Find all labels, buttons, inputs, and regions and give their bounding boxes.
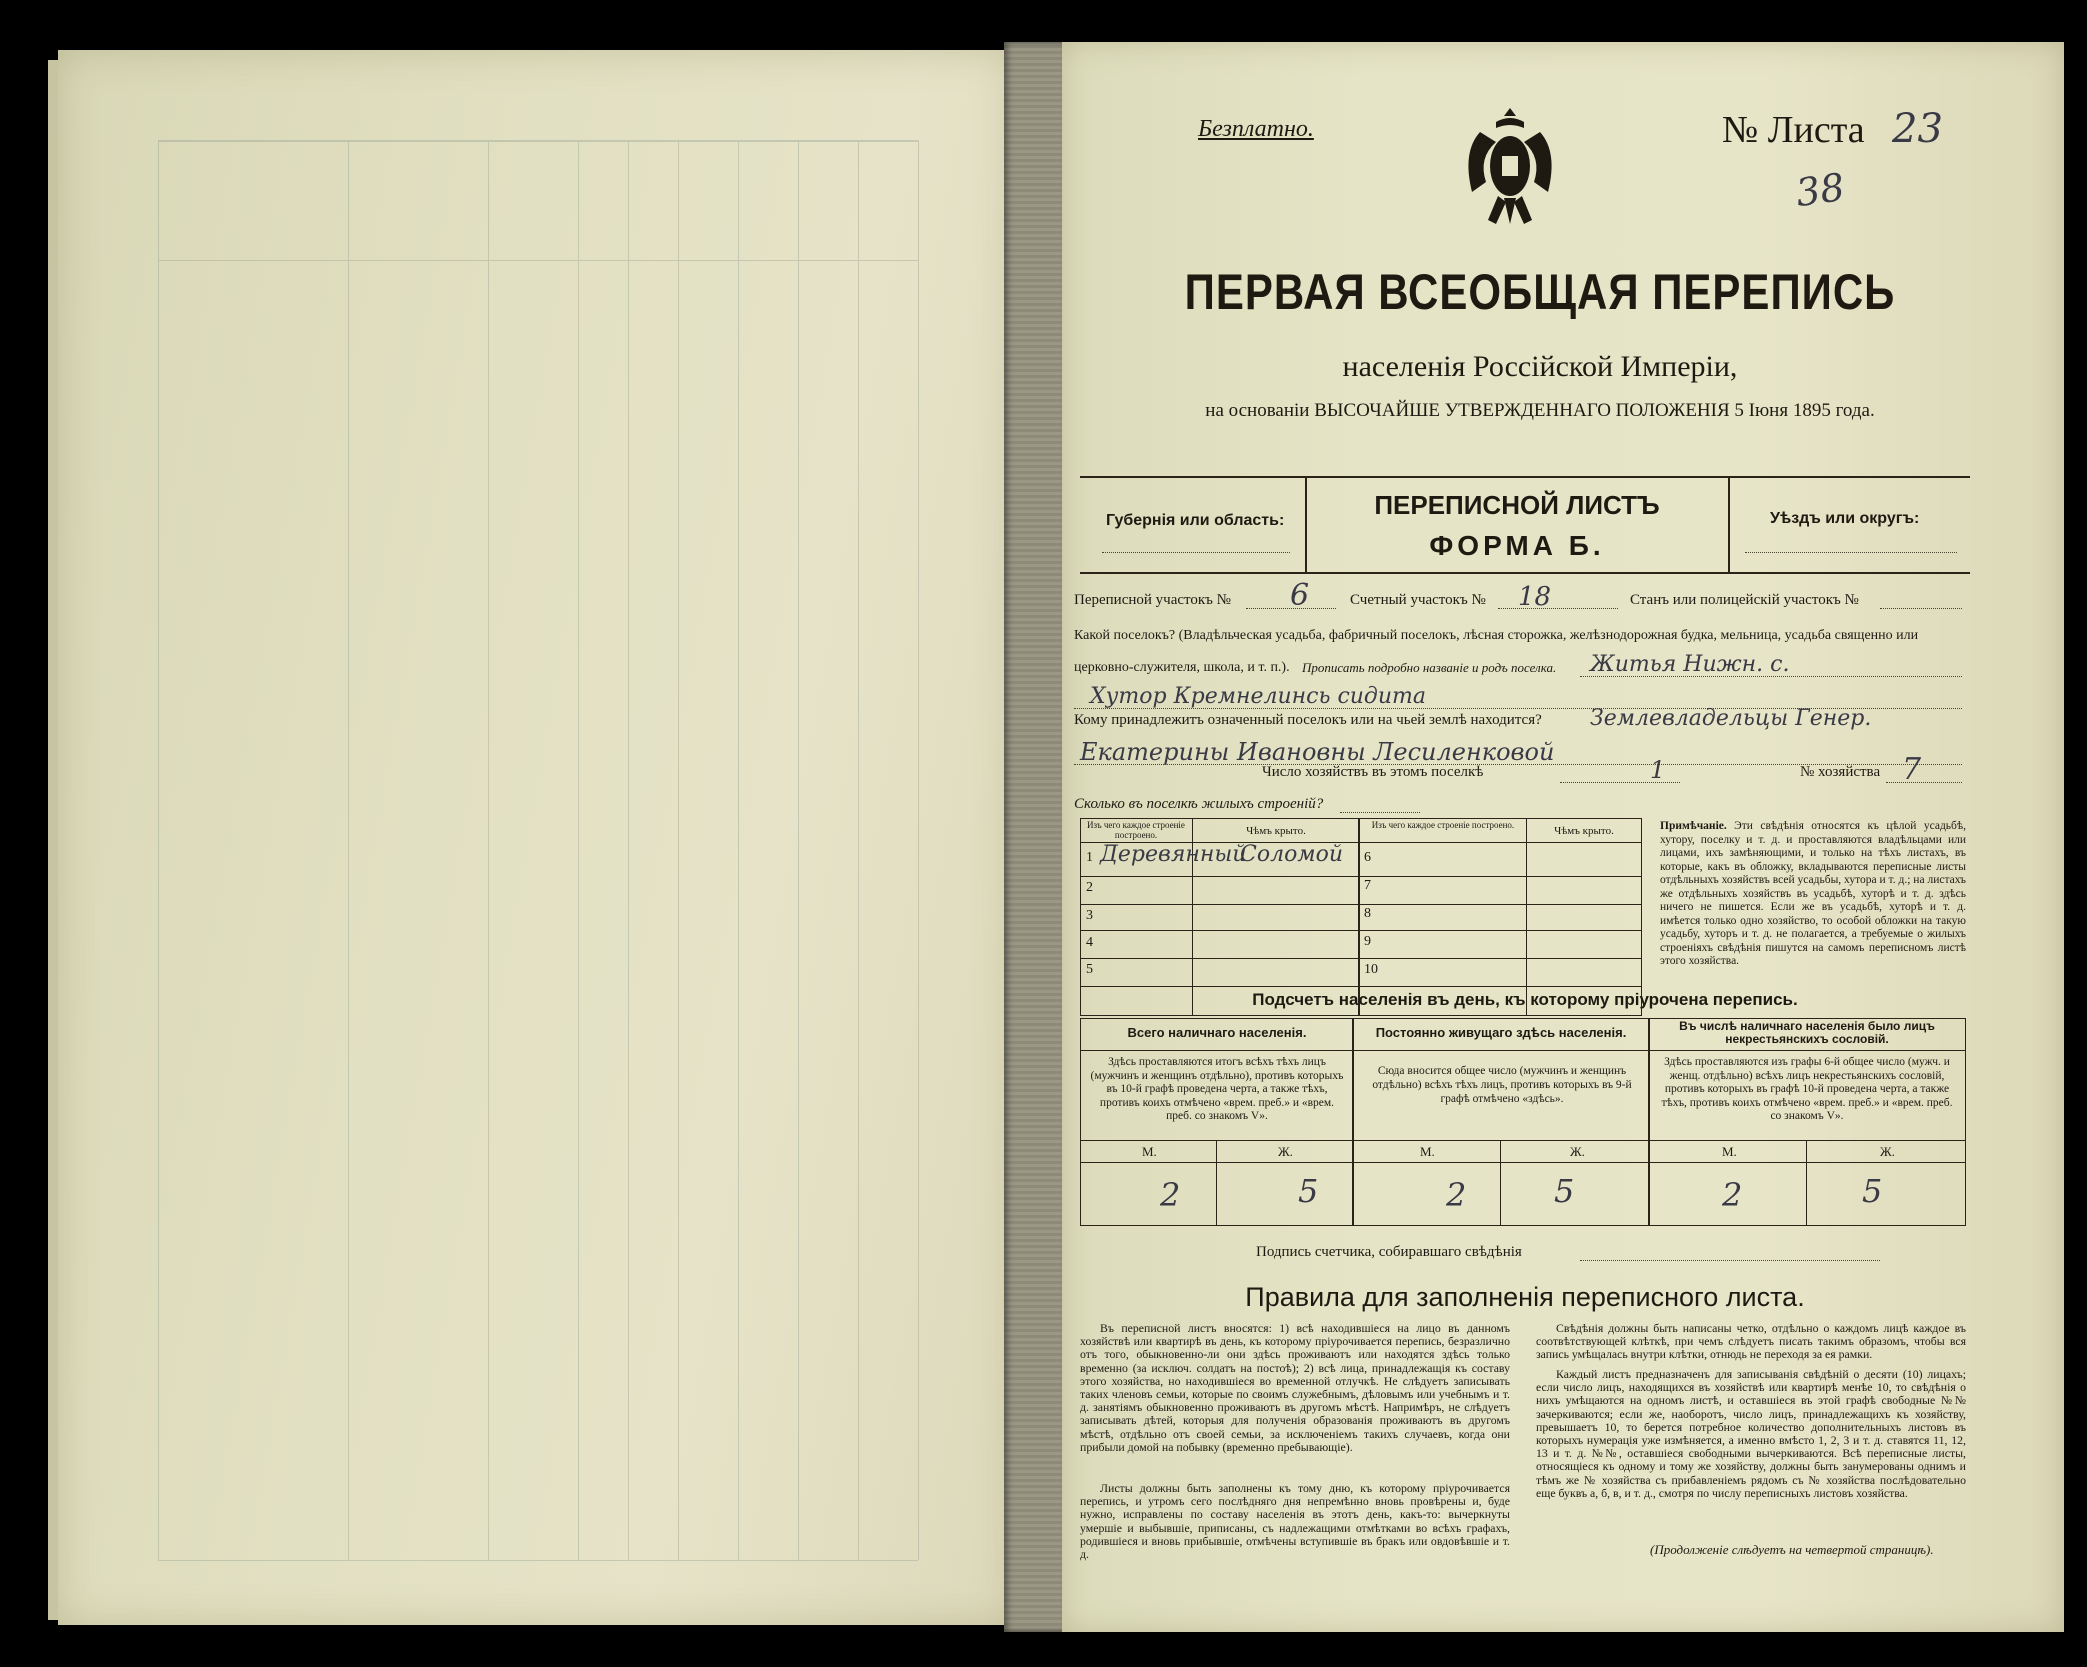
household-number-field[interactable] [1886,782,1962,783]
nonpeasant-female-value: 5 [1862,1172,1883,1210]
buildings-col-material: Изъ чего каждое строеніе построено. [1087,820,1185,840]
district-label: Уѣздъ или округъ: [1770,510,1920,527]
buildings-col-roof-2: Чѣмъ крыто. [1554,825,1614,837]
male-label: М. [1142,1144,1157,1159]
buildings-row-rule [1080,958,1642,959]
population-desc-rule [1080,1140,1966,1141]
settlement-value: Житья Нижн. с. [1590,652,1790,677]
permanent-female-value: 5 [1554,1172,1575,1210]
population-col-nonpeasant: Въ числѣ наличнаго населенія было лицъ некрестьянскихъ сословій. [1679,1019,1935,1046]
province-field[interactable] [1102,552,1290,553]
population-sex-divider [1500,1140,1501,1226]
province-label: Губернія или область: [1106,512,1285,529]
form-box-top [1080,476,1970,478]
settlement-value-2: Хутор Кремнелинсь сидита [1090,684,1427,709]
counting-section-value: 18 [1518,582,1552,612]
owner-value-2: Екатерины Ивановны Лесиленковой [1080,738,1555,766]
binding-strip [1004,42,1070,1632]
permanent-male-value: 2 [1446,1176,1467,1214]
rules-col2-paragraph-2: Каждый листъ предназначенъ для записыванія свѣдѣній о десяти (10) лицахъ; если число лицъ, находящихся въ хозяйствѣ или квартирѣ менѣе 10, то свѣдѣнія о нихъ умѣщаются на одномъ листѣ, и оставшіеся въ этой графѣ свободные №№ зачеркиваются; если же, наоборотъ, число лицъ, принадлежащихъ къ хозяйству, превышаетъ 10, то берется потребное количество дополнительныхъ листовъ въ которыхъ нумерація уже измѣняется, а именно вмѣсто 1, 2, 3 и т. д. ставятся 11, 12, 13 и т. д. №№, оставшіеся свободными вычеркиваются. Всѣ переписные листы, относящіеся къ одному и тому же хозяйству, должны быть занумерованы однимъ и тѣмъ же № хозяйства съ прибавленіемъ рядомъ съ № хозяйства послѣдовательно еще буквъ а, б, в, и т. д., смотря по числу переписныхъ листовъ хозяйства. [1536,1367,1966,1500]
population-sex-divider [1806,1140,1807,1226]
note-title: Примѣчаніе. [1660,820,1727,832]
buildings-row-number: 3 [1086,908,1093,923]
free-label: Безплатно. [1198,116,1314,142]
female-label: Ж. [1570,1144,1585,1159]
households-label: Число хозяйствъ въ этомъ поселкѣ [1262,764,1484,780]
population-desc-permanent: Сюда вносится общее число (мужчинъ и женщинъ отдѣльно) всѣхъ тѣхъ лицъ, противъ которыхъ въ 9-й графѣ отмѣчено «здѣсь». [1372,1065,1632,1105]
buildings-row-rule [1080,986,1642,987]
buildings-row-rule [1080,930,1642,931]
buildings-row-number: 5 [1086,962,1093,977]
male-label: М. [1722,1144,1737,1159]
signature-label: Подпись счетчика, собиравшаго свѣдѣнія [1256,1244,1522,1260]
population-sex-rule [1080,1162,1966,1163]
settlement-hint: Прописать подробно названіе и родъ поселка. [1302,660,1557,675]
rules-col1-paragraph-1: Въ переписной листъ вносятся: 1) всѣ находившіеся на лицо въ данномъ хозяйствѣ или квартирѣ въ день, къ которому пріурочивается перепись, безразлично отъ того, обыкновенно-ли они здѣсь проживаютъ или находятся здѣсь только временно (за исключ. солдатъ на постоѣ); 2) всѣ лица, принадлежащія къ составу этого хозяйства, но находившіеся во временной отлучкѣ. Не слѣдуетъ записывать таких членовъ семьи, которые по своимъ служебнымъ, дѣловымъ или учебнымъ и т. д. занятіямъ обыкновенно проживаютъ въ другомъ мѣстѣ. Напримѣръ, не слѣдуетъ записывать дѣтей, которыя для полученія образованія проживаютъ въ другомъ мѣстѣ, отдѣльно отъ своей семьи, за исключеніемъ такихъ случаевъ, когда они прибыли домой на побывку (временно пребывающіе). [1080,1321,1510,1454]
buildings-row-number: 1 [1086,850,1093,865]
households-value: 1 [1650,756,1666,784]
rules-continuation: (Продолженіе слѣдуетъ на четвертой страницѣ). [1650,1542,1934,1557]
buildings-label: Сколько въ поселкѣ жилыхъ строеній? [1074,796,1324,812]
census-basis: на основаніи ВЫСОЧАЙШЕ УТВЕРЖДЕННАГО ПОЛОЖЕНІЯ 5 Іюня 1895 года. [1205,400,1875,421]
form-title: ПЕРЕПИСНОЙ ЛИСТЪ [1374,490,1660,520]
stan-field[interactable] [1880,608,1962,609]
population-heading: Подсчетъ населенія въ день, къ которому пріурочена перепись. [1252,990,1798,1009]
note-text: Эти свѣдѣнія относятся къ цѣлой усадьбѣ, хутору, поселку и т. д. и проставляются владѣльцами или лицами, ихъ замѣняющими, и только на тѣхъ листахъ, въ которые, какъ въ обложку, вкладываются переписные листы отдѣльныхъ хозяйствъ всей усадьбы, хутора и т. д.; на листахъ же отдѣльныхъ хозяйствъ въ усадьбѣ, хуторѣ и т. д. здѣсь ничего не пишется. Если же въ усадьбѣ, хуторѣ и т. д. имѣется только одно хозяйство, то особой обложки на такую усадьбу, хуторъ и т. д. не полагается, а требуемые о жилыхъ строеніяхъ свѣдѣнія пишутся на самомъ переписномъ листѣ этого хозяйства. [1660,820,1967,967]
sheet-number-label: № Листа [1722,109,1865,151]
imperial-eagle-emblem [1460,102,1560,242]
buildings-row-number: 8 [1364,906,1371,921]
rules-col1-paragraph-2: Листы должны быть заполнены къ тому дню, къ которому пріурочивается перепись, и утромъ сего послѣдняго дня непремѣнно вновь провѣрены и, буде нужно, исправлены по составу населенія въ этотъ день, какъ-то: вычеркнуты умершіе и выбывшіе, приписаны, съ надлежащими отмѣтками во всѣхъ графахъ, родившіеся и вновь прибывшіе, отмѣчены вступившіе въ бракъ или овдовѣвшіе и т. д. [1080,1481,1510,1562]
household-number-label: № хозяйства [1800,764,1881,780]
census-title: ПЕРВАЯ ВСЕОБЩАЯ ПЕРЕПИСЬ [1184,263,1896,320]
form-box-divider-left [1305,476,1307,574]
census-subtitle: населенія Россійской Имперіи, [1342,350,1738,383]
total-female-value: 5 [1298,1172,1319,1210]
stan-label: Станъ или полицейскій участокъ № [1630,592,1859,608]
buildings-col-roof: Чѣмъ крыто. [1246,825,1306,837]
bleed-through-grid [158,140,918,1560]
population-sex-divider [1216,1140,1217,1226]
nonpeasant-male-value: 2 [1722,1176,1743,1214]
buildings-row-number: 4 [1086,935,1093,950]
buildings-field[interactable] [1340,812,1420,813]
female-label: Ж. [1880,1144,1895,1159]
male-label: М. [1420,1144,1435,1159]
total-male-value: 2 [1160,1176,1181,1214]
form-subtitle: ФОРМА Б. [1429,530,1605,561]
population-desc-nonpeasant: Здѣсь проставляются изъ графы 6-й общее число (мужч. и женщ. отдѣльно) всѣхъ лицъ некрестьянскихъ сословій, противъ которыхъ въ графѣ 10-й проведена черта, а также тѣхъ, противъ коихъ отмѣчено «врем. преб.» и «врем. преб. со знакомъ V». [1661,1056,1953,1122]
form-box-divider-right [1728,476,1730,574]
sheet-number-value: 23 [1892,106,1943,152]
note [1660,820,1966,969]
buildings-row-rule [1080,876,1642,877]
household-number-value: 7 [1902,752,1922,787]
settlement-label-2: церковно-служителя, школа, и т. п.). [1074,660,1290,675]
buildings-row-rule [1080,904,1642,905]
sheet-number-second: 38 [1793,164,1848,216]
buildings-row-number: 6 [1364,850,1371,865]
population-desc-total: Здѣсь проставляются итогъ всѣхъ тѣхъ лицъ (мужчинъ и женщинъ отдѣльно), противъ которыхъ въ 10-й графѣ проведена черта, а также тѣхъ, противъ коихъ отмѣчено «врем. преб.» и «врем. преб. со знакомъ V». [1090,1056,1344,1122]
counting-section-field[interactable] [1498,608,1618,609]
building-1-roof: Соломой [1240,842,1343,867]
female-label: Ж. [1278,1144,1293,1159]
signature-field[interactable] [1580,1260,1880,1261]
building-1-material: Деревянный [1100,842,1247,867]
rules-title: Правила для заполненія переписного листа. [1245,1282,1805,1312]
form-box-bottom [1080,572,1970,574]
census-section-label: Переписной участокъ № [1074,592,1231,608]
counting-section-label: Счетный участокъ № [1350,592,1486,608]
population-col-total: Всего наличнаго населенія. [1127,1025,1307,1040]
left-page [58,50,1013,1625]
buildings-row-number: 9 [1364,934,1371,949]
rules-col2-paragraph-1: Свѣдѣнія должны быть написаны четко, отдѣльно о каждомъ лицѣ каждое въ соотвѣтствующей клѣткѣ, при чемъ слѣдуетъ писать такимъ образомъ, чтобы вся запись умѣщалась внутри клѣтки, отнюдь не переходя за ея рамки. [1536,1321,1966,1362]
settlement-label: Какой поселокъ? (Владѣльческая усадьба, фабричный поселокъ, лѣсная сторожка, желѣзнодорожная будка, мельница, усадьба священно или [1074,628,1919,643]
buildings-row-number: 7 [1364,878,1371,893]
buildings-col-material-2: Изъ чего каждое строеніе построено. [1371,820,1515,830]
buildings-row-number: 2 [1086,880,1093,895]
census-section-value: 6 [1290,578,1310,613]
buildings-row-number: 10 [1364,962,1378,977]
owner-label: Кому принадлежитъ означенный поселокъ или на чьей землѣ находится? [1074,712,1542,728]
population-col-permanent: Постоянно живущаго здѣсь населенія. [1375,1025,1627,1040]
district-field[interactable] [1745,552,1957,553]
population-header-rule [1080,1050,1966,1051]
owner-value: Землевладельцы Генер. [1590,706,1872,731]
